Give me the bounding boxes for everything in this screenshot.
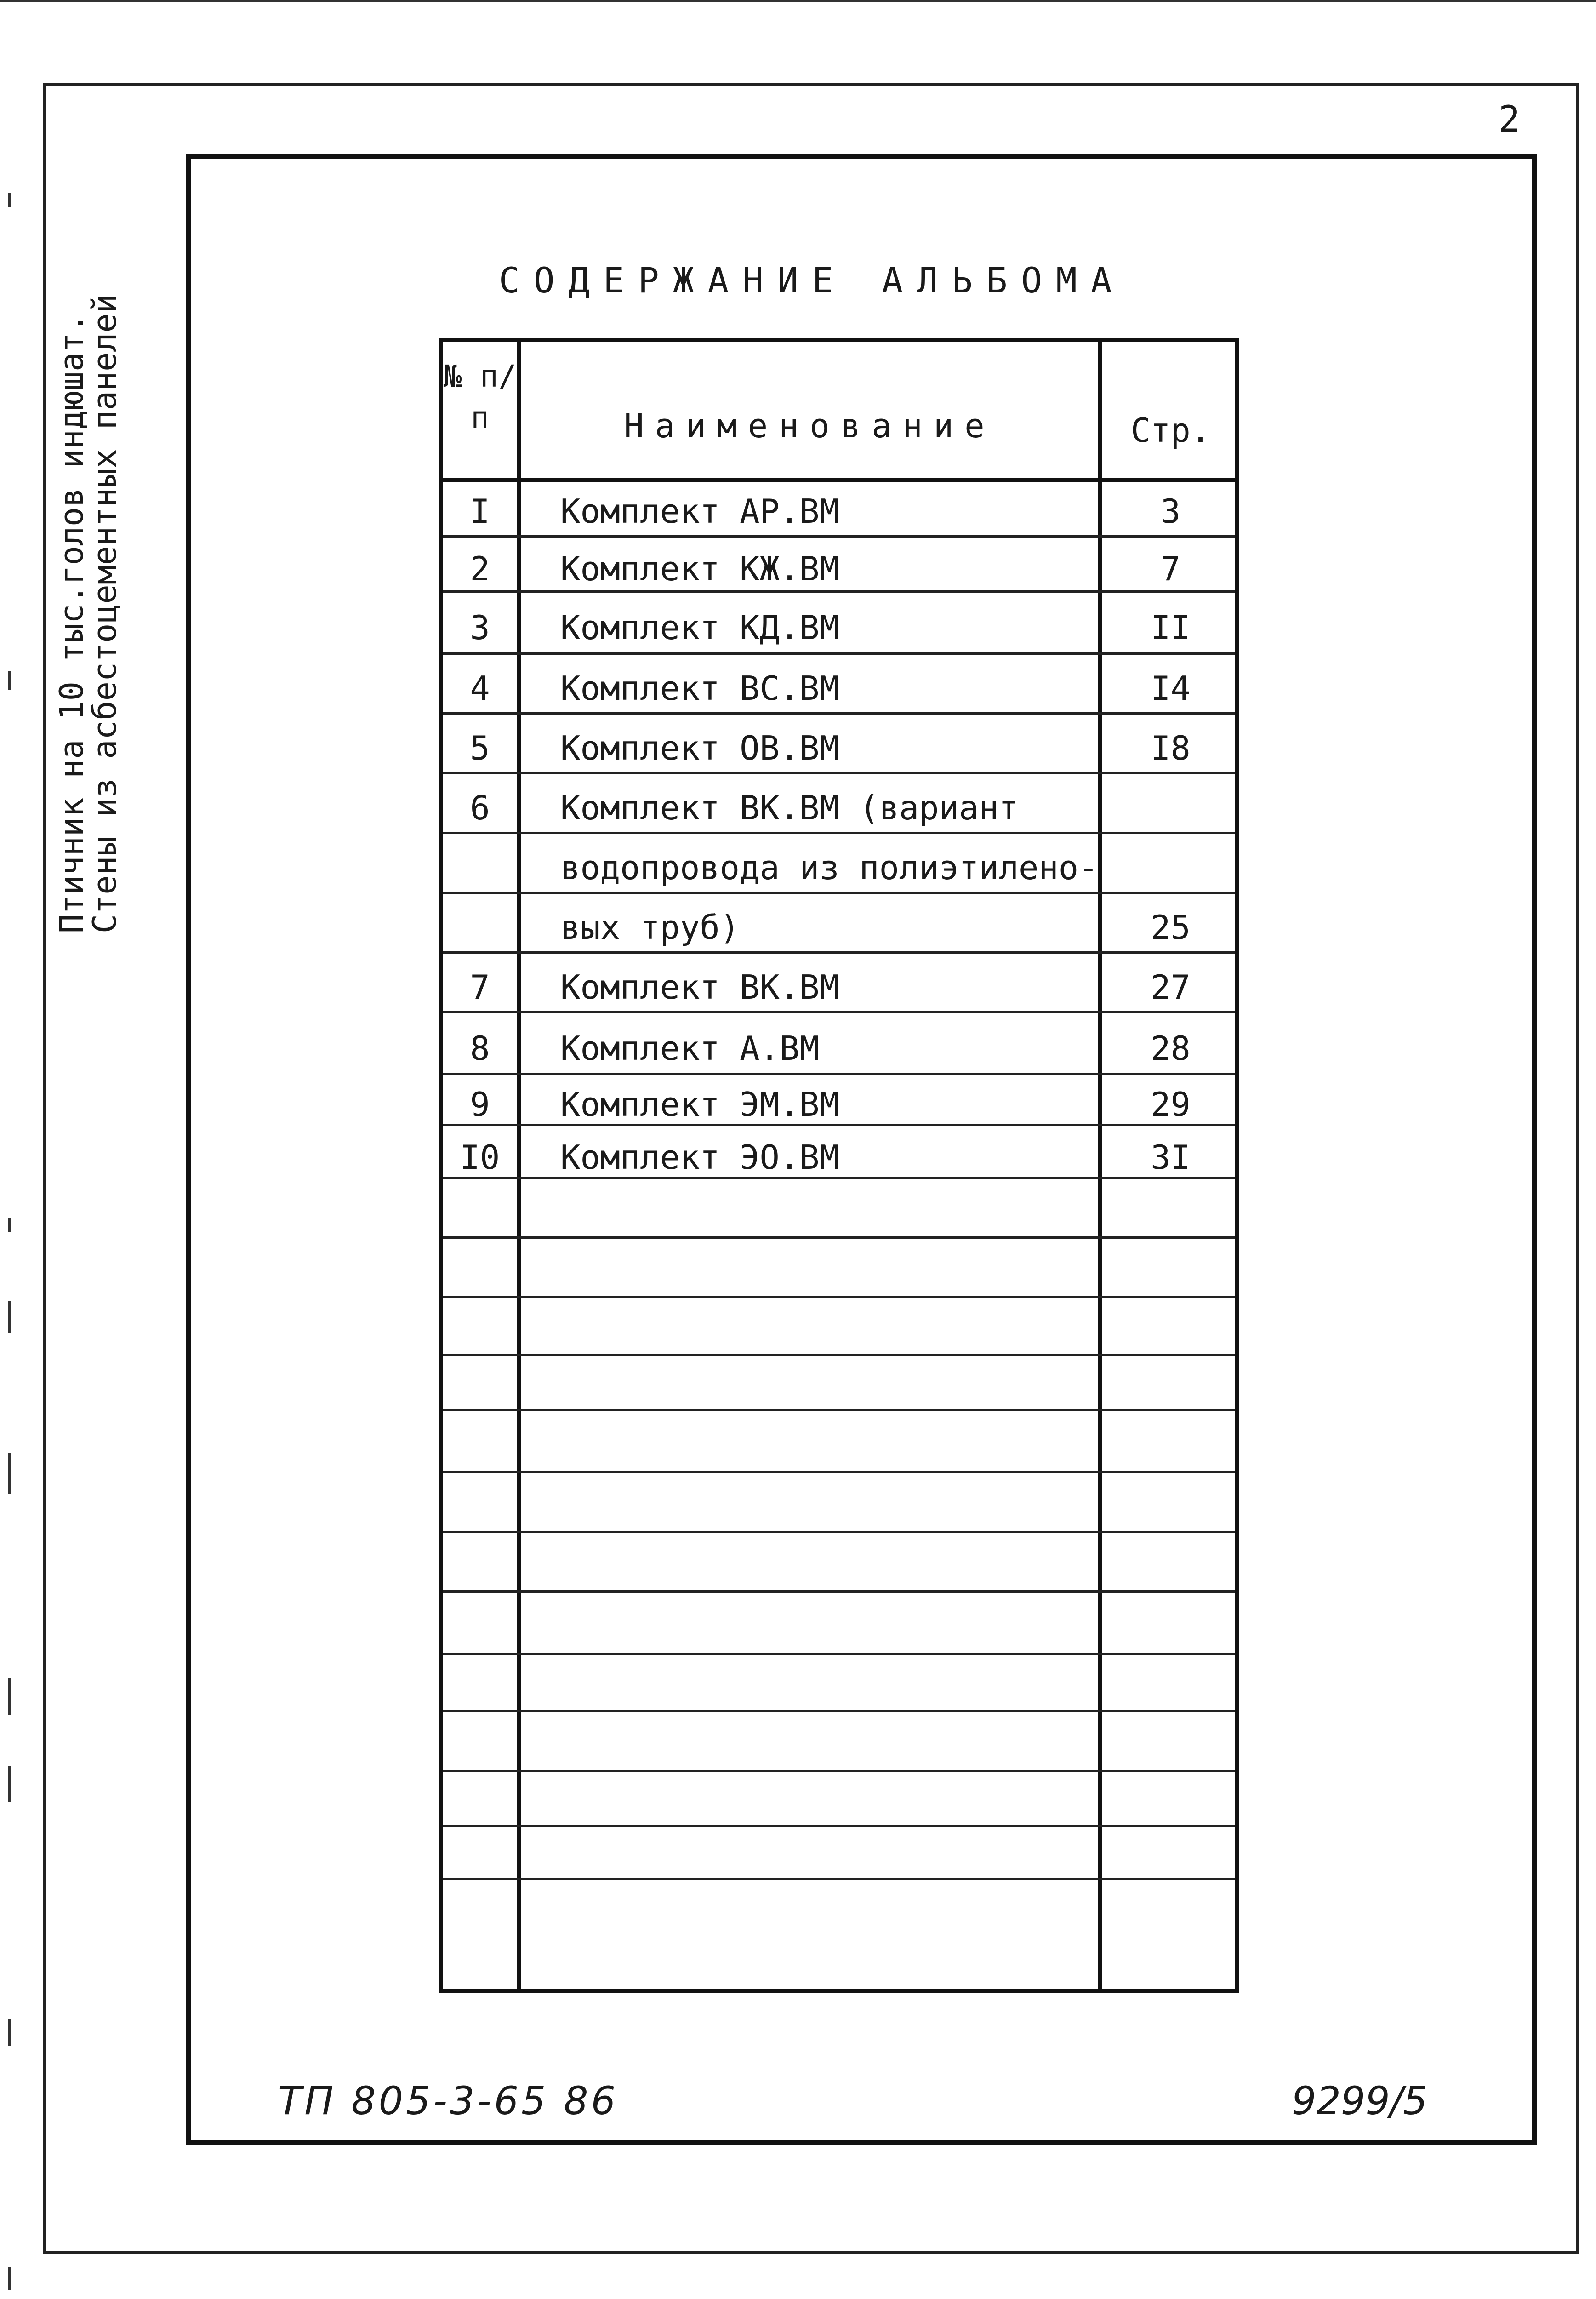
- row-page: 7: [1160, 549, 1181, 588]
- margin-mark: [8, 671, 11, 690]
- table-row: [443, 1073, 1235, 1126]
- page-title: СОДЕРЖАНИЕ АЛЬБОМА: [499, 260, 1126, 301]
- row-name: Комплект АР.ВМ: [560, 492, 839, 531]
- empty-table-row: [443, 1409, 1235, 1411]
- row-name: Комплект ВК.ВМ (вариант: [560, 789, 1019, 827]
- margin-mark: [8, 1766, 11, 1802]
- empty-table-row: [443, 1590, 1235, 1593]
- header-number: № п/п: [443, 359, 517, 435]
- row-number: 6: [470, 789, 490, 827]
- contents-table: [439, 338, 1239, 1993]
- table-row: [443, 892, 1235, 954]
- empty-table-row: [443, 1296, 1235, 1298]
- album-code: 9299/5: [1292, 2078, 1428, 2123]
- row-page: 27: [1151, 968, 1191, 1007]
- row-page: 3I: [1151, 1138, 1191, 1177]
- empty-table-row: [443, 1770, 1235, 1772]
- empty-table-row: [443, 1531, 1235, 1533]
- table-row: [443, 590, 1235, 655]
- row-name: водопровода из полиэтилено-: [560, 848, 1099, 887]
- table-row: [443, 832, 1235, 894]
- row-number: I: [470, 492, 490, 531]
- row-name: Комплект КЖ.ВМ: [560, 549, 839, 588]
- row-name: вых труб): [560, 908, 740, 947]
- margin-mark: [8, 2267, 11, 2290]
- row-name: Комплект ЭМ.ВМ: [560, 1085, 839, 1124]
- margin-mark: [8, 1678, 11, 1715]
- table-row: [443, 712, 1235, 774]
- row-name: Комплект ОВ.ВМ: [560, 729, 839, 767]
- margin-mark: [8, 1453, 11, 1494]
- empty-table-row: [443, 1710, 1235, 1712]
- row-page: 25: [1151, 908, 1191, 947]
- margin-mark: [8, 1218, 11, 1232]
- table-row: [443, 1011, 1235, 1075]
- row-page: II: [1151, 608, 1191, 647]
- table-row: [443, 480, 1235, 535]
- row-number: 3: [470, 608, 490, 647]
- row-page: 29: [1151, 1085, 1191, 1124]
- row-number: 2: [470, 549, 490, 588]
- empty-table-row: [443, 1825, 1235, 1827]
- row-number: 9: [470, 1085, 490, 1124]
- side-note: [53, 290, 124, 933]
- empty-table-row: [443, 1471, 1235, 1473]
- table-row: [443, 772, 1235, 834]
- empty-table-row: [443, 1653, 1235, 1655]
- empty-table-row: [443, 1236, 1235, 1239]
- side-note-line-1: Птичник на 10 тыс.голов индюшат.: [53, 313, 91, 933]
- margin-mark: [8, 193, 11, 207]
- row-name: Комплект КД.ВМ: [560, 608, 839, 647]
- row-number: 4: [470, 669, 490, 708]
- row-number: 7: [470, 968, 490, 1007]
- row-number: I0: [460, 1138, 500, 1177]
- table-row: [443, 652, 1235, 715]
- margin-mark: [8, 1301, 11, 1333]
- empty-table-row: [443, 1177, 1235, 1179]
- row-name: Комплект А.ВМ: [560, 1029, 820, 1068]
- side-note-line-2: Стены из асбестоцементных панелей: [86, 294, 124, 933]
- margin-mark: [8, 2019, 11, 2046]
- project-code: ТП 805-3-65 86: [278, 2078, 619, 2123]
- header-name: Наименование: [624, 406, 996, 445]
- table-row: [443, 1124, 1235, 1181]
- empty-table-row: [443, 1878, 1235, 1880]
- header-page: Стр.: [1130, 411, 1211, 450]
- row-page: I4: [1151, 669, 1191, 708]
- top-edge-line: [0, 0, 1596, 2]
- row-page: 28: [1151, 1029, 1191, 1068]
- row-name: Комплект ВК.ВМ: [560, 968, 839, 1007]
- row-name: Комплект ЭО.ВМ: [560, 1138, 839, 1177]
- table-row: [443, 535, 1235, 593]
- table-row: [443, 951, 1235, 1013]
- row-page: I8: [1151, 729, 1191, 767]
- row-number: 5: [470, 729, 490, 767]
- empty-table-row: [443, 1354, 1235, 1356]
- sheet-number: 2: [1499, 99, 1520, 140]
- row-name: Комплект ВС.ВМ: [560, 669, 839, 708]
- row-number: 8: [470, 1029, 490, 1068]
- row-page: 3: [1160, 492, 1181, 531]
